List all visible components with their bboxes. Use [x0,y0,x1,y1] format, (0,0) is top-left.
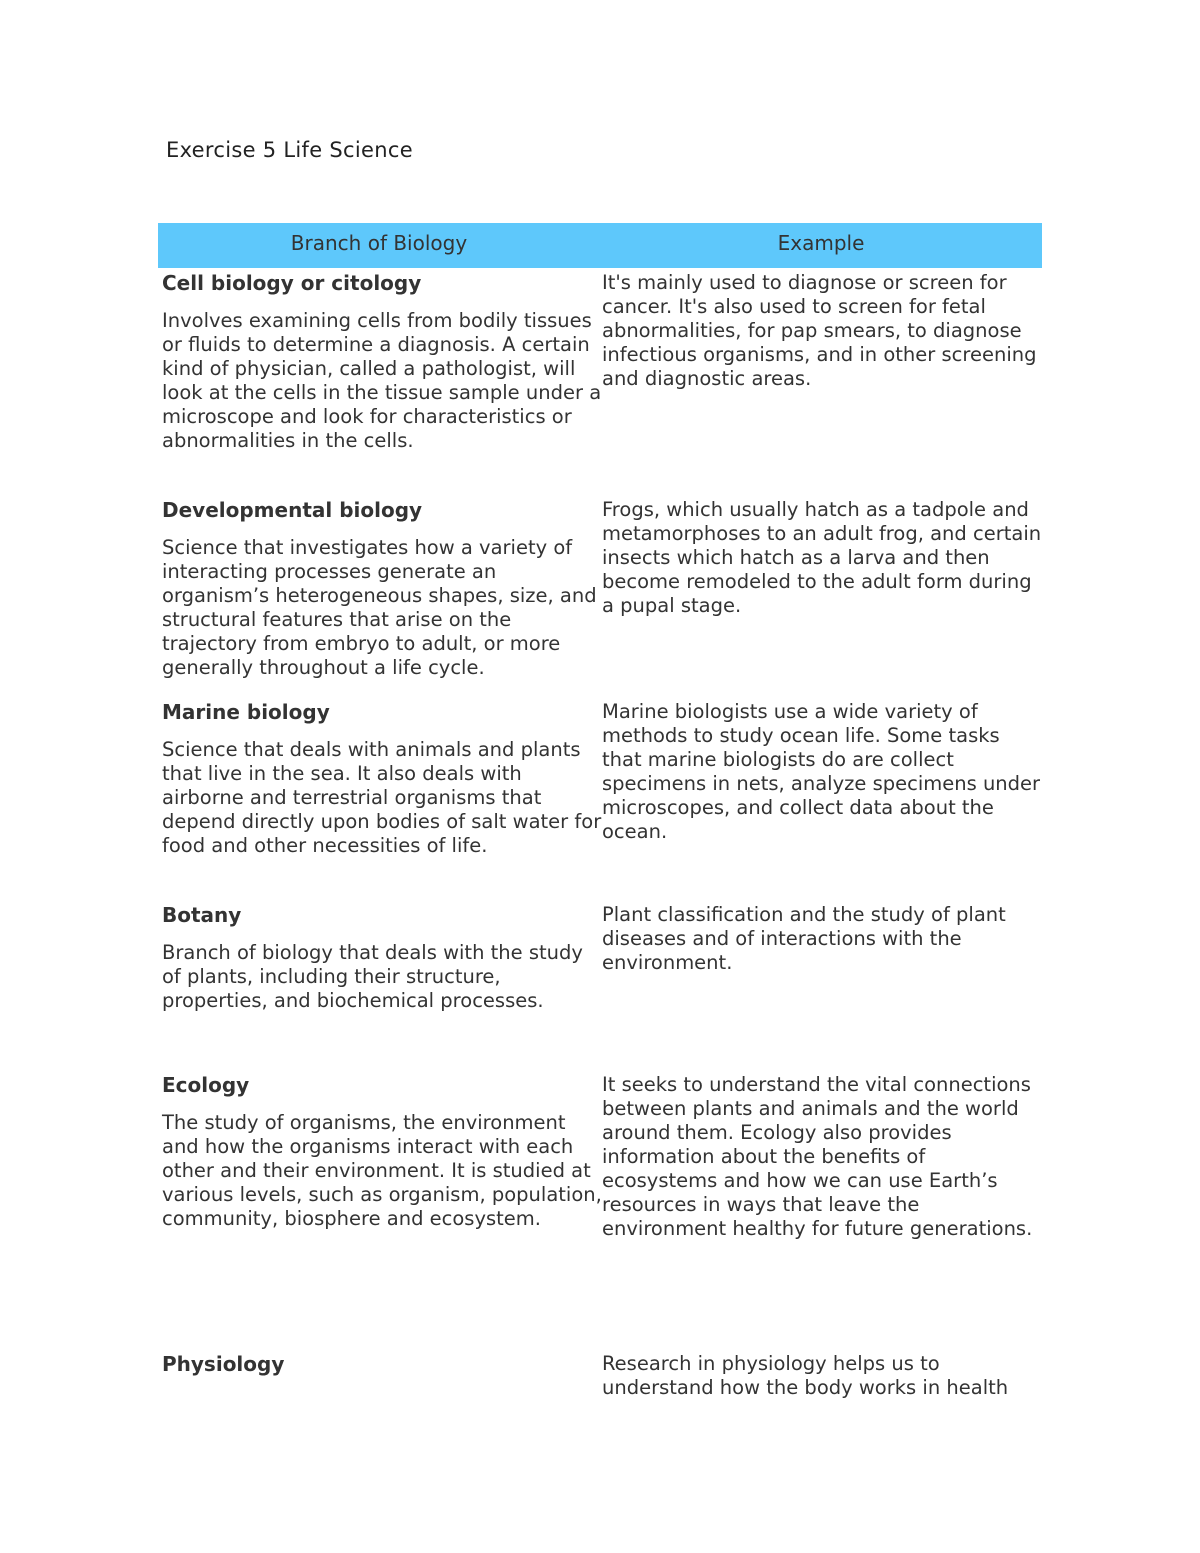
example-cell [602,271,1042,391]
example-text: It's mainly used to diagnose or screen for cancer. It's also used to screen for fetal abnormalities, for pap smears, to diagnose infectious organisms, and in other screening and diagnostic areas. [602,271,1037,390]
branch-cell [162,903,602,1013]
page-title: Exercise 5 Life Science [166,138,413,162]
table-header-row [158,223,1042,268]
example-text: Marine biologists use a wide variety of methods to study ocean life. Some tasks that marine biologists do are collect specimens in nets, analyze specimens under microscopes, and collect data about the ocean. [602,700,1041,843]
header-branch: Branch of Biology [290,230,468,255]
example-cell [602,1352,1042,1400]
branch-description: Branch of biology that deals with the study of plants, including their structure, properties, and biochemical processes. [162,941,583,1012]
branch-description: The study of organisms, the environment and how the organisms interact with each other and their environment. It is studied at various levels, such as organism, population, community, biosphere and ecosystem. [162,1111,602,1230]
header-example: Example [777,230,865,255]
example-text: Frogs, which usually hatch as a tadpole and metamorphoses to an adult frog, and certain insects which hatch as a larva and then become remodeled to the adult form during a pupal stage. [602,498,1042,617]
branch-name: Marine biology [162,700,330,724]
example-cell [602,700,1042,844]
branch-name: Cell biology or citology [162,271,422,295]
example-cell [602,1073,1042,1241]
branch-name: Developmental biology [162,498,423,522]
branch-cell [162,700,602,858]
example-cell [602,903,1042,975]
example-text: Research in physiology helps us to understand how the body works in health [602,1352,1009,1399]
example-text: It seeks to understand the vital connections between plants and animals and the world around them. Ecology also provides information about the benefits of ecosystems and how we can use Earth’s resources in ways that leave the environment healthy for future generations. [602,1073,1033,1240]
branch-name: Ecology [162,1073,250,1097]
branch-cell [162,498,602,680]
biology-table [158,223,1042,1399]
branch-description: Involves examining cells from bodily tissues or fluids to determine a diagnosis. A certain kind of physician, called a pathologist, will look at the cells in the tissue sample under a microscope and look for characteristics or abnormalities in the cells. [162,309,602,452]
example-cell [602,498,1042,618]
branch-cell [162,271,602,453]
branch-description: Science that investigates how a variety of interacting processes generate an organism’s heterogeneous shapes, size, and structural features that arise on the trajectory from embryo to adult, or more generally throughout a life cycle. [162,536,597,679]
branch-name: Botany [162,903,242,927]
branch-description: Science that deals with animals and plants that live in the sea. It also deals with airborne and terrestrial organisms that depend directly upon bodies of salt water for food and other necessities of life. [162,738,602,857]
example-text: Plant classification and the study of plant diseases and of interactions with the environment. [602,903,1006,974]
branch-name: Physiology [162,1352,285,1376]
branch-cell [162,1073,602,1231]
branch-cell [162,1352,602,1390]
